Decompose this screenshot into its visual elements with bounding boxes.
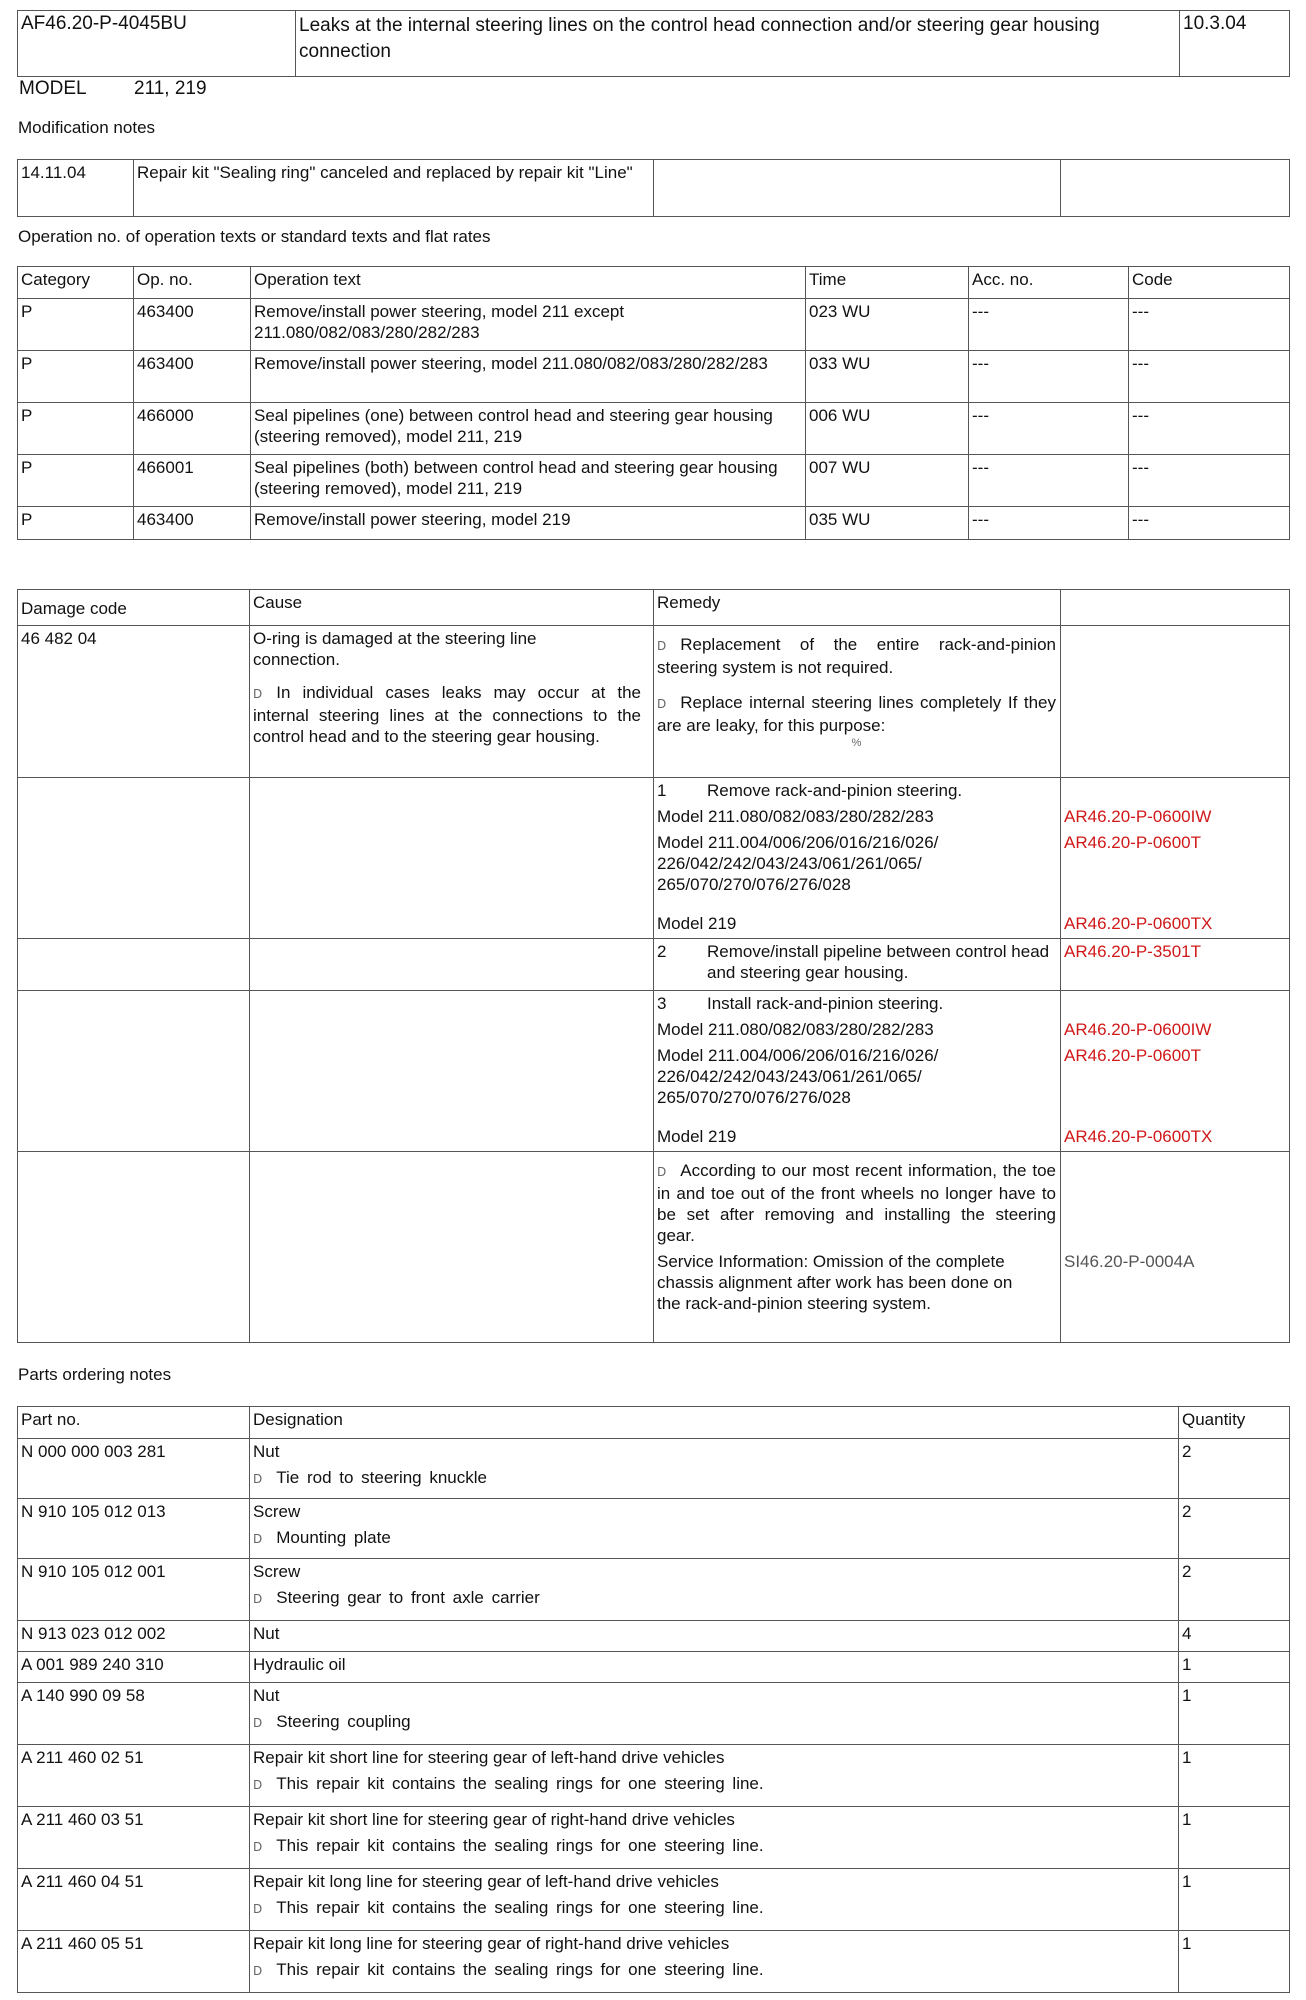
part-name: Repair kit short line for steering gear of left-hand drive vehicles xyxy=(253,1748,725,1767)
doc-id: AF46.20-P-4045BU xyxy=(18,11,296,77)
part-name: Nut xyxy=(253,1686,280,1705)
bullet-icon: D xyxy=(253,1964,263,1978)
part-name: Nut xyxy=(253,1442,280,1461)
ref-link[interactable]: AR46.20-P-0600TX xyxy=(1064,1127,1213,1146)
op-category: P xyxy=(18,299,134,351)
bullet-icon: D xyxy=(253,1902,263,1916)
step-model: Model 211.080/082/083/280/282/283 xyxy=(657,807,934,826)
table-row xyxy=(18,1652,1290,1683)
table-row xyxy=(18,1931,1290,1993)
op-acc: --- xyxy=(969,455,1129,507)
part-number: A 211 460 05 51 xyxy=(18,1931,250,1993)
bullet-icon: D xyxy=(657,1165,667,1179)
note-cell xyxy=(654,1152,1061,1343)
cause-cell xyxy=(250,626,654,778)
bullet-icon: D xyxy=(253,1472,263,1486)
part-designation xyxy=(250,1683,1179,1745)
remedy-mark: % xyxy=(851,737,862,749)
bullet-icon: D xyxy=(253,1592,263,1606)
op-number: 463400 xyxy=(134,299,251,351)
part-note xyxy=(253,1711,1174,1734)
table-row xyxy=(18,351,1290,403)
part-number: N 913 023 012 002 xyxy=(18,1621,250,1652)
col-part-no: Part no. xyxy=(18,1407,250,1439)
col-code: Code xyxy=(1129,267,1290,299)
part-designation xyxy=(250,1745,1179,1807)
step-model: Model 219 xyxy=(657,1127,737,1146)
op-code: --- xyxy=(1129,455,1290,507)
part-note-text: This repair kit contains the sealing rings for one steering line. xyxy=(276,1774,764,1793)
damage-code: 46 482 04 xyxy=(18,626,250,778)
note-1-block xyxy=(657,1160,1056,1246)
bullet-icon: D xyxy=(253,1716,263,1730)
bullet-icon: D xyxy=(253,1778,263,1792)
table-row xyxy=(18,1499,1290,1559)
step-1-cell xyxy=(654,778,1061,939)
modification-table xyxy=(17,159,1290,217)
part-note xyxy=(253,1773,1174,1796)
part-number: N 000 000 003 281 xyxy=(18,1439,250,1499)
ref-link[interactable]: AR46.20-P-3501T xyxy=(1064,942,1202,961)
remedy-2-block xyxy=(657,692,1056,736)
part-designation xyxy=(250,1931,1179,1993)
part-note-text: Tie rod to steering knuckle xyxy=(276,1468,487,1487)
part-quantity: 1 xyxy=(1179,1931,1290,1993)
part-quantity: 4 xyxy=(1179,1621,1290,1652)
step-text: Install rack-and-pinion steering. xyxy=(707,994,944,1013)
step-model: Model 211.004/006/206/016/216/026/ 226/042/242/043/243/061/261/065/ 265/070/270/076/276/028 xyxy=(657,1046,939,1107)
part-quantity: 2 xyxy=(1179,1499,1290,1559)
op-category: P xyxy=(18,507,134,540)
parts-heading: Parts ordering notes xyxy=(18,1365,172,1384)
part-name: Repair kit long line for steering gear of left-hand drive vehicles xyxy=(253,1872,719,1891)
bullet-icon: D xyxy=(253,1840,263,1854)
table-row xyxy=(18,455,1290,507)
part-quantity: 2 xyxy=(1179,1559,1290,1621)
step-number: 3 xyxy=(657,994,667,1013)
part-note-text: This repair kit contains the sealing rings for one steering line. xyxy=(276,1898,764,1917)
remedy-2: Replace internal steering lines completely If they are are leaky, for this purpose: xyxy=(657,693,1056,735)
part-note xyxy=(253,1959,1174,1982)
part-number: A 211 460 03 51 xyxy=(18,1807,250,1869)
part-number: A 001 989 240 310 xyxy=(18,1652,250,1683)
op-time: 007 WU xyxy=(806,455,969,507)
op-number: 466000 xyxy=(134,403,251,455)
part-number: A 211 460 04 51 xyxy=(18,1869,250,1931)
step-text: Remove rack-and-pinion steering. xyxy=(707,781,963,800)
step-model: Model 211.004/006/206/016/216/026/ 226/042/242/043/243/061/261/065/ 265/070/270/076/276/028 xyxy=(657,833,939,894)
part-note-text: Steering coupling xyxy=(276,1712,411,1731)
op-text: Seal pipelines (one) between control head and steering gear housing (steering removed), model 211, 219 xyxy=(251,403,806,455)
table-row xyxy=(18,1869,1290,1931)
bullet-icon: D xyxy=(253,1532,263,1546)
op-acc: --- xyxy=(969,351,1129,403)
part-note-text: Steering gear to front axle carrier xyxy=(276,1588,540,1607)
part-name: Screw xyxy=(253,1502,301,1521)
bullet-icon: D xyxy=(657,697,667,711)
op-code: --- xyxy=(1129,507,1290,540)
op-number: 466001 xyxy=(134,455,251,507)
table-row xyxy=(18,1683,1290,1745)
part-number: N 910 105 012 001 xyxy=(18,1559,250,1621)
col-acc-no: Acc. no. xyxy=(969,267,1129,299)
part-quantity: 1 xyxy=(1179,1652,1290,1683)
step-text: Remove/install pipeline between control head and steering gear housing. xyxy=(707,942,1050,982)
operations-heading: Operation no. of operation texts or standard texts and flat rates xyxy=(18,227,491,246)
damage-table xyxy=(17,589,1290,1343)
step-3-refs xyxy=(1061,991,1290,1152)
op-code: --- xyxy=(1129,351,1290,403)
header-table xyxy=(17,10,1290,77)
op-text: Remove/install power steering, model 219 xyxy=(251,507,806,540)
op-time: 035 WU xyxy=(806,507,969,540)
part-designation xyxy=(250,1559,1179,1621)
part-designation xyxy=(250,1652,1179,1683)
ref-link[interactable]: AR46.20-P-0600T xyxy=(1064,833,1202,852)
note-1: According to our most recent information, the toe in and toe out of the front wheels no longer have to be set after removing and installing the steering gear. xyxy=(657,1161,1056,1245)
ref-link[interactable]: AR46.20-P-0600T xyxy=(1064,1046,1202,1065)
table-row xyxy=(18,299,1290,351)
doc-title: Leaks at the internal steering lines on the control head connection and/or steering gear housing connection xyxy=(296,11,1180,77)
op-time: 006 WU xyxy=(806,403,969,455)
col-category: Category xyxy=(18,267,134,299)
parts-table xyxy=(17,1406,1290,1993)
part-note xyxy=(253,1897,1174,1920)
op-category: P xyxy=(18,455,134,507)
op-number: 463400 xyxy=(134,507,251,540)
table-row xyxy=(18,1559,1290,1621)
part-quantity: 1 xyxy=(1179,1683,1290,1745)
part-number: A 211 460 02 51 xyxy=(18,1745,250,1807)
part-note-text: Mounting plate xyxy=(276,1528,391,1547)
table-row xyxy=(18,1439,1290,1499)
op-text: Seal pipelines (both) between control head and steering gear housing (steering removed), model 211, 219 xyxy=(251,455,806,507)
cause-1: O-ring is damaged at the steering line connection. xyxy=(253,629,537,669)
col-designation: Designation xyxy=(250,1407,1179,1439)
remedy-1-block xyxy=(657,634,1056,678)
part-quantity: 1 xyxy=(1179,1745,1290,1807)
op-time: 023 WU xyxy=(806,299,969,351)
part-designation xyxy=(250,1869,1179,1931)
step-model: Model 219 xyxy=(657,914,737,933)
part-name: Hydraulic oil xyxy=(253,1655,346,1674)
part-quantity: 2 xyxy=(1179,1439,1290,1499)
op-category: P xyxy=(18,403,134,455)
table-row xyxy=(18,1621,1290,1652)
doc-date: 10.3.04 xyxy=(1180,11,1290,77)
part-designation xyxy=(250,1499,1179,1559)
part-name: Screw xyxy=(253,1562,301,1581)
bullet-icon: D xyxy=(253,687,263,701)
bullet-icon: D xyxy=(657,639,667,653)
op-acc: --- xyxy=(969,299,1129,351)
part-designation xyxy=(250,1621,1179,1652)
model-label: MODEL xyxy=(19,78,87,99)
op-text: Remove/install power steering, model 211 except 211.080/082/083/280/282/283 xyxy=(251,299,806,351)
part-note xyxy=(253,1467,1174,1490)
op-code: --- xyxy=(1129,403,1290,455)
op-text: Remove/install power steering, model 211.080/082/083/280/282/283 xyxy=(251,351,806,403)
table-row xyxy=(18,1807,1290,1869)
step-3-cell xyxy=(654,991,1061,1152)
step-2-cell xyxy=(654,939,1061,991)
cause-2-block xyxy=(253,682,649,747)
remedy-cell xyxy=(654,626,1061,778)
part-note xyxy=(253,1587,1174,1610)
modification-heading: Modification notes xyxy=(18,118,156,137)
ref-link[interactable]: AR46.20-P-0600IW xyxy=(1064,1020,1212,1039)
step-number: 1 xyxy=(657,781,667,800)
op-acc: --- xyxy=(969,403,1129,455)
step-model: Model 211.080/082/083/280/282/283 xyxy=(657,1020,934,1039)
col-operation-text: Operation text xyxy=(251,267,806,299)
part-number: N 910 105 012 013 xyxy=(18,1499,250,1559)
step-1-refs xyxy=(1061,778,1290,939)
op-time: 033 WU xyxy=(806,351,969,403)
part-name: Nut xyxy=(253,1624,280,1643)
modification-date: 14.11.04 xyxy=(18,160,134,217)
remedy-1: Replacement of the entire rack-and-pinion steering system is not required. xyxy=(657,635,1056,677)
part-quantity: 1 xyxy=(1179,1869,1290,1931)
operations-table xyxy=(17,266,1290,540)
col-remedy: Remedy xyxy=(654,590,1061,626)
part-name: Repair kit short line for steering gear of right-hand drive vehicles xyxy=(253,1810,735,1829)
part-name: Repair kit long line for steering gear of right-hand drive vehicles xyxy=(253,1934,730,1953)
col-time: Time xyxy=(806,267,969,299)
ref-link[interactable]: AR46.20-P-0600TX xyxy=(1064,914,1213,933)
ref-link[interactable]: AR46.20-P-0600IW xyxy=(1064,807,1212,826)
part-quantity: 1 xyxy=(1179,1807,1290,1869)
op-category: P xyxy=(18,351,134,403)
part-note-text: This repair kit contains the sealing rings for one steering line. xyxy=(276,1960,764,1979)
table-row xyxy=(18,1745,1290,1807)
col-cause: Cause xyxy=(250,590,654,626)
op-code: --- xyxy=(1129,299,1290,351)
part-number: A 140 990 09 58 xyxy=(18,1683,250,1745)
table-row xyxy=(18,507,1290,540)
part-note-text: This repair kit contains the sealing rings for one steering line. xyxy=(276,1836,764,1855)
col-damage-code: Damage code xyxy=(18,590,250,626)
note-2: Service Information: Omission of the complete chassis alignment after work has been done on the rack-and-pinion steering system. xyxy=(657,1252,1013,1313)
cause-2: In individual cases leaks may occur at the internal steering lines at the connections to the control head and to the steering gear housing. xyxy=(253,683,641,746)
modification-text: Repair kit "Sealing ring" canceled and replaced by repair kit "Line" xyxy=(134,160,654,217)
model-values: 211, 219 xyxy=(134,78,207,99)
part-designation xyxy=(250,1439,1179,1499)
table-row xyxy=(18,403,1290,455)
note-ref[interactable]: SI46.20-P-0004A xyxy=(1064,1252,1195,1271)
part-note xyxy=(253,1527,1174,1550)
col-quantity: Quantity xyxy=(1179,1407,1290,1439)
part-note xyxy=(253,1835,1174,1858)
col-op-no: Op. no. xyxy=(134,267,251,299)
part-designation xyxy=(250,1807,1179,1869)
op-acc: --- xyxy=(969,507,1129,540)
op-number: 463400 xyxy=(134,351,251,403)
step-number: 2 xyxy=(657,942,667,961)
